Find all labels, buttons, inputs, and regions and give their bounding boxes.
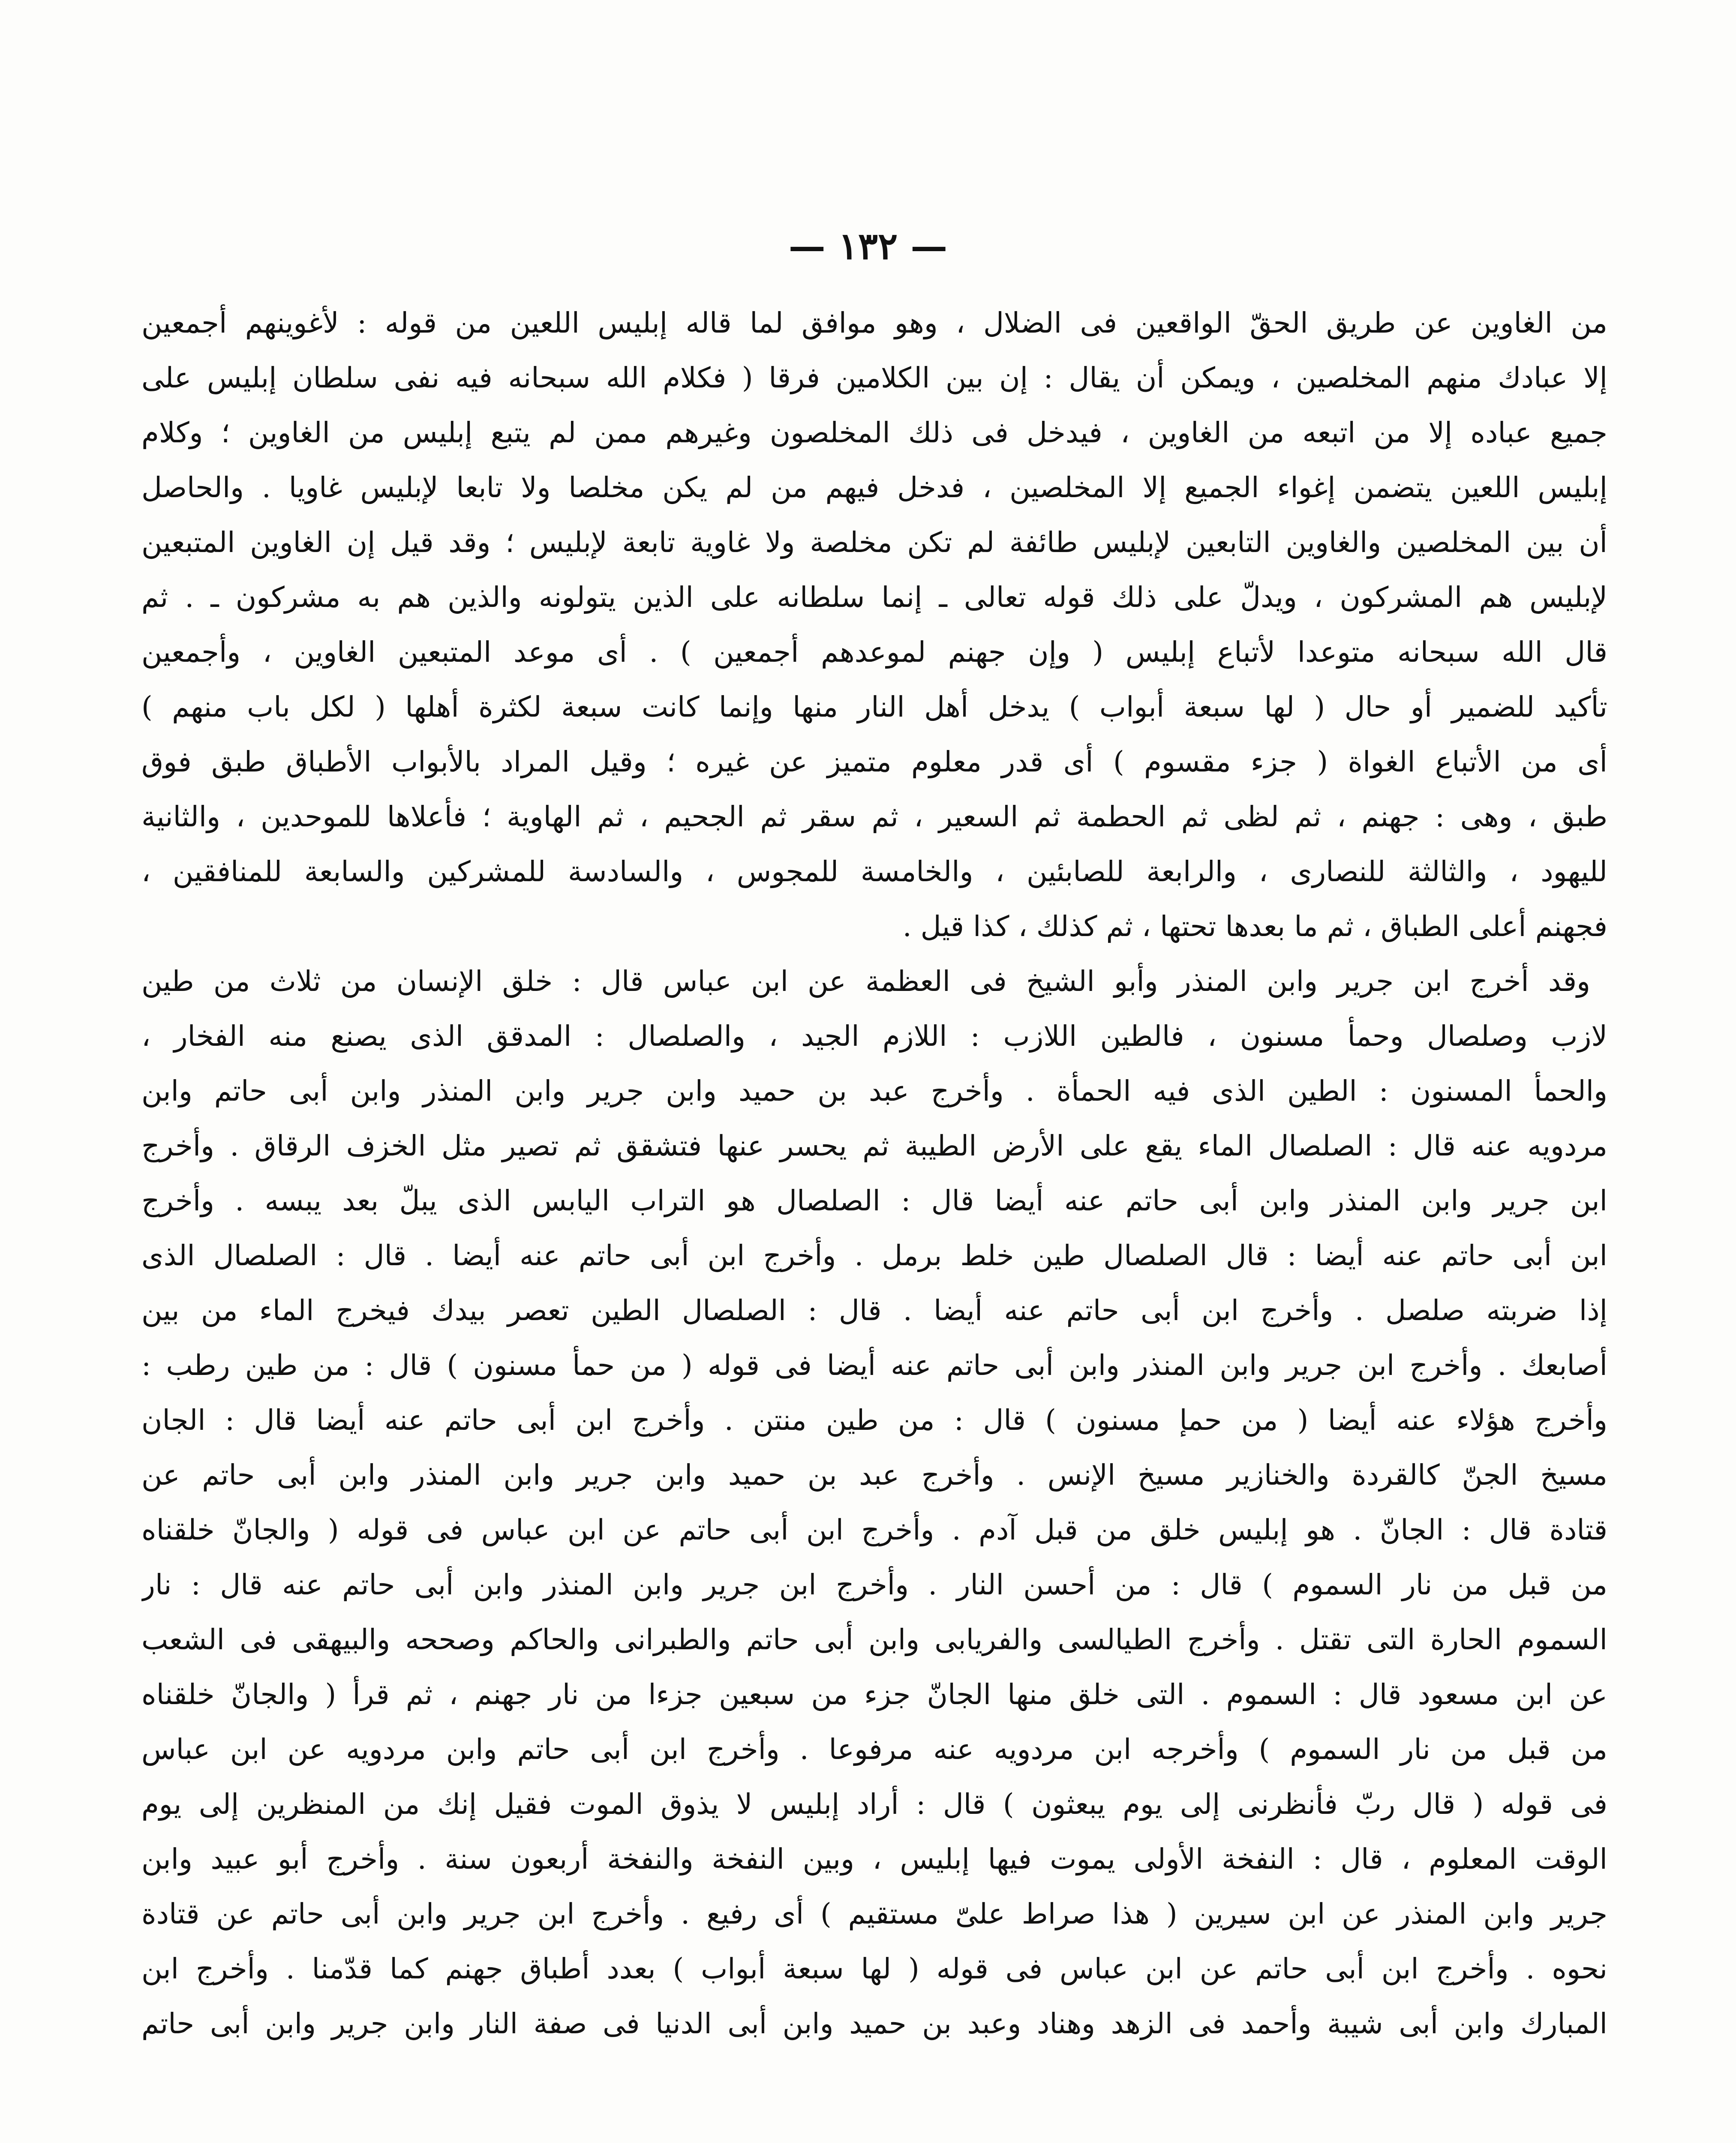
text-line: مسيخ الجنّ كالقردة والخنازير مسيخ الإنس . وأخرج عبد بن حميد وابن جرير وابن المنذر وابن أبى حاتم عن	[141, 1459, 1607, 1492]
text-line: من قبل من نار السموم ) قال : من أحسن النار . وأخرج ابن جرير وابن المنذر وابن أبى حاتم عنه قال : نار	[141, 1568, 1607, 1601]
text-line: وقد أخرج ابن جرير وابن المنذر وأبو الشيخ فى العظمة عن ابن عباس قال : خلق الإنسان من ثلاث من طين	[141, 965, 1590, 998]
text-line: وأخرج هؤلاء عنه أيضا ( من حمإ مسنون ) قال : من طين منتن . وأخرج ابن أبى حاتم عنه أيضا قال : الجان	[141, 1404, 1607, 1437]
paragraph	[141, 954, 1607, 2051]
text-line: من الغاوين عن طريق الحقّ الواقعين فى الضلال ، وهو موافق لما قاله إبليس اللعين من قوله : لأغوينهم أجمعين	[141, 306, 1607, 339]
text-line: والحمأ المسنون : الطين الذى فيه الحمأة . وأخرج عبد بن حميد وابن جرير وابن المنذر وابن أبى حاتم وابن	[141, 1075, 1607, 1108]
text-line: أصابعك . وأخرج ابن جرير وابن المنذر وابن أبى حاتم عنه أيضا فى قوله ( من حمأ مسنون ) قال : من طين رطب :	[141, 1349, 1607, 1382]
text-line: ابن جرير وابن المنذر وابن أبى حاتم عنه أيضا قال : الصلصال هو التراب اليابس الذى يبلّ بعد يبسه . وأخرج	[141, 1184, 1607, 1217]
main-text	[141, 296, 1607, 2051]
text-line: لليهود ، والثالثة للنصارى ، والرابعة للصابئين ، والخامسة للمجوس ، والسادسة للمشركين والسابعة للمنافقين ،	[141, 855, 1607, 888]
text-line: تأكيد للضمير أو حال ( لها سبعة أبواب ) يدخل أهل النار منها وإنما كانت سبعة لكثرة أهلها ( لكل باب منهم )	[141, 690, 1607, 723]
text-line: ابن أبى حاتم عنه أيضا : قال الصلصال طين خلط برمل . وأخرج ابن أبى حاتم عنه أيضا . قال : الصلصال الذى	[141, 1239, 1607, 1272]
text-line: جميع عباده إلا من اتبعه من الغاوين ، فيدخل فى ذلك المخلصون وغيرهم ممن لم يتبع إبليس من الغاوين ؛ وكلام	[141, 416, 1607, 449]
text-line: فجهنم أعلى الطباق ، ثم ما بعدها تحتها ، ثم كذلك ، كذا قيل .	[902, 910, 1607, 943]
page-number: — ١٣٢ —	[788, 225, 948, 268]
text-line: لإبليس هم المشركون ، ويدلّ على ذلك قوله تعالى ـ إنما سلطانه على الذين يتولونه والذين هم به مشركون ـ . ثم	[141, 581, 1607, 614]
text-line: السموم الحارة التى تقتل . وأخرج الطيالسى والفريابى وابن أبى حاتم والطبرانى والحاكم وصححه والبيهقى فى الشعب	[141, 1623, 1607, 1656]
text-line: قال الله سبحانه متوعدا لأتباع إبليس ( وإن جهنم لموعدهم أجمعين ) . أى موعد المتبعين الغاوين ، وأجمعين	[141, 636, 1607, 669]
text-line: إبليس اللعين يتضمن إغواء الجميع إلا المخلصين ، فدخل فيهم من لم يكن مخلصا ولا تابعا لإبليس غاويا . والحاصل	[141, 471, 1607, 504]
text-line: فى قوله ( قال ربّ فأنظرنى إلى يوم يبعثون ) قال : أراد إبليس لا يذوق الموت فقيل إنك من المنظرين إلى يوم	[141, 1788, 1607, 1821]
text-line: المبارك وابن أبى شيبة وأحمد فى الزهد وهناد وعبد بن حميد وابن أبى الدنيا فى صفة النار وابن جرير وابن أبى حاتم	[141, 2007, 1607, 2040]
text-line: من قبل من نار السموم ) وأخرجه ابن مردويه عنه مرفوعا . وأخرج ابن أبى حاتم وابن مردويه عن ابن عباس	[141, 1733, 1607, 1766]
paragraph	[141, 296, 1607, 954]
text-line: إلا عبادك منهم المخلصين ، ويمكن أن يقال : إن بين الكلامين فرقا ( فكلام الله سبحانه فيه نفى سلطان إبليس على	[141, 361, 1607, 394]
text-line: لازب وصلصال وحمأ مسنون ، فالطين اللازب : اللازم الجيد ، والصلصال : المدقق الذى يصنع منه الفخار ،	[141, 1020, 1607, 1053]
text-line: طبق ، وهى : جهنم ، ثم لظى ثم الحطمة ثم السعير ، ثم سقر ثم الجحيم ، ثم الهاوية ؛ فأعلاها للموحدين ، والثانية	[141, 800, 1607, 833]
text-line: أن بين المخلصين والغاوين التابعين لإبليس طائفة لم تكن مخلصة ولا غاوية تابعة لإبليس ؛ وقد قيل إن الغاوين المتبعين	[141, 526, 1607, 559]
text-line: مردويه عنه قال : الصلصال الماء يقع على الأرض الطيبة ثم يحسر عنها فتشقق ثم تصير مثل الخزف الرقاق . وأخرج	[141, 1129, 1607, 1162]
text-line: الوقت المعلوم ، قال : النفخة الأولى يموت فيها إبليس ، وبين النفخة والنفخة أربعون سنة . وأخرج أبو عبيد وابن	[141, 1843, 1607, 1876]
text-line: جرير وابن المنذر عن ابن سيرين ( هذا صراط علىّ مستقيم ) أى رفيع . وأخرج ابن جرير وابن أبى حاتم عن قتادة	[141, 1897, 1607, 1930]
text-line: نحوه . وأخرج ابن أبى حاتم عن ابن عباس فى قوله ( لها سبعة أبواب ) بعدد أطباق جهنم كما قدّمنا . وأخرج ابن	[141, 1952, 1607, 1985]
text-line: إذا ضربته صلصل . وأخرج ابن أبى حاتم عنه أيضا . قال : الصلصال الطين تعصر بيدك فيخرج الماء من بين	[141, 1294, 1607, 1327]
text-line: عن ابن مسعود قال : السموم . التى خلق منها الجانّ جزء من سبعين جزءا من نار جهنم ، ثم قرأ ( والجانّ خلقناه	[141, 1678, 1607, 1711]
text-line: قتادة قال : الجانّ . هو إبليس خلق من قبل آدم . وأخرج ابن أبى حاتم عن ابن عباس فى قوله ( والجانّ خلقناه	[141, 1513, 1607, 1546]
text-line: أى من الأتباع الغواة ( جزء مقسوم ) أى قدر معلوم متميز عن غيره ؛ وقيل المراد بالأبواب الأطباق طبق فوق	[141, 745, 1607, 778]
